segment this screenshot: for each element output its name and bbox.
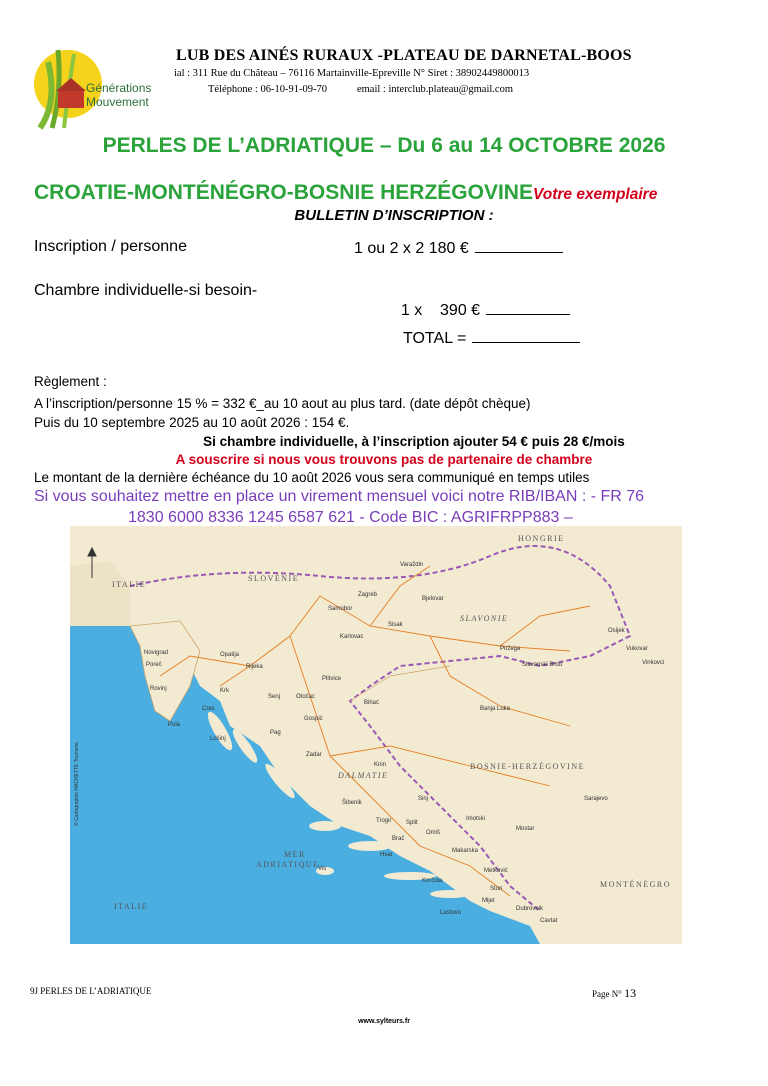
city-label: Bjelovar bbox=[422, 596, 444, 602]
footer-trip-label: 9J PERLES DE L’ADRIATIQUE bbox=[30, 986, 152, 996]
city-label: Otočac bbox=[296, 694, 316, 700]
organization-address: ial : 311 Rue du Château – 76116 Martainville-Epreville N° Siret : 38902449800013 bbox=[174, 68, 530, 79]
map-drawing bbox=[70, 526, 682, 944]
inscription-label: Inscription / personne bbox=[34, 238, 187, 255]
page-number-value: 13 bbox=[624, 986, 637, 1000]
city-label: Sarajevo bbox=[584, 796, 608, 802]
city-label: Slavonski Brod bbox=[522, 662, 563, 668]
city-label: Mostar bbox=[516, 826, 535, 832]
footer-url: www.sylteurs.fr bbox=[358, 1018, 410, 1025]
city-label: Metković bbox=[484, 868, 508, 874]
label-hongrie: HONGRIE bbox=[518, 534, 565, 543]
label-montenegro: MONTÉNÉGRO bbox=[600, 880, 671, 889]
label-dalmatie: DALMATIE bbox=[338, 771, 389, 780]
total-label: TOTAL = bbox=[403, 330, 467, 347]
city-label: Požega bbox=[500, 646, 521, 652]
organization-title: LUB DES AINÉS RURAUX -PLATEAU DE DARNETAL-BOOS bbox=[176, 47, 632, 64]
copy-label: Votre exemplaire bbox=[532, 186, 658, 203]
single-room-row bbox=[392, 282, 570, 320]
label-bosnie: BOSNIE-HERZÉGOVINE bbox=[470, 762, 585, 771]
rib-line-1: Si vous souhaitez mettre en place un virement mensuel voici notre RIB/IBAN : - FR 76 bbox=[34, 488, 645, 505]
email-address: email : interclub.plateau@gmail.com bbox=[356, 84, 514, 95]
page-number bbox=[592, 986, 636, 1001]
inscription-value: 1 ou 2 x 2 180 € bbox=[354, 240, 469, 257]
single-room-amount-field[interactable] bbox=[486, 300, 570, 315]
label-mer: MER bbox=[284, 850, 306, 859]
city-label: Rovinj bbox=[150, 686, 167, 692]
city-label: Varaždin bbox=[400, 562, 424, 568]
total-row bbox=[403, 328, 580, 348]
city-label: Cres bbox=[202, 706, 215, 712]
label-italie-bottom: ITALIE bbox=[114, 902, 149, 911]
city-label: Pag bbox=[270, 730, 281, 736]
city-label: Samobor bbox=[328, 606, 353, 612]
label-slavonie: SLAVONIE bbox=[460, 614, 509, 623]
page-label: Page N° bbox=[592, 989, 622, 999]
city-label: Brač bbox=[392, 836, 405, 842]
city-label: Sinj bbox=[418, 796, 429, 802]
city-label: Poreč bbox=[146, 662, 162, 668]
logo-text-mouvement: Mouvement bbox=[86, 95, 149, 109]
rib-line-2: 1830 6000 8336 1245 6587 621 - Code BIC : AGRIFRPP883 – bbox=[128, 509, 573, 526]
city-label: Hvar bbox=[380, 852, 393, 858]
phone-number: Téléphone : 06-10-91-09-70 bbox=[208, 84, 327, 95]
payment-line-2: Puis du 10 septembre 2025 au 10 août 2026 : 154 €. bbox=[34, 415, 350, 430]
city-label: Senj bbox=[268, 694, 281, 700]
payment-heading: Règlement : bbox=[34, 374, 107, 389]
city-label: Ston bbox=[490, 886, 503, 892]
city-label: Plitvice bbox=[322, 676, 342, 682]
city-label: Krk bbox=[220, 688, 229, 694]
city-label: Lastovo bbox=[440, 910, 462, 916]
city-label: Rijeka bbox=[246, 664, 263, 670]
city-label: Osijek bbox=[608, 628, 625, 634]
logo-text-generations: Générations bbox=[86, 81, 152, 95]
map-credit: © Cartographie HACHETTE Tourisme bbox=[74, 742, 80, 826]
city-label: Šibenik bbox=[342, 800, 362, 806]
payment-line-4: A souscrire si nous vous trouvons pas de partenaire de chambre bbox=[175, 452, 593, 467]
payment-line-1: A l’inscription/personne 15 % = 332 €_au 10 aout au plus tard. (date dépôt chèque) bbox=[34, 396, 531, 411]
city-label: Pula bbox=[168, 722, 181, 728]
city-label: Opatija bbox=[220, 652, 240, 658]
organization-logo bbox=[28, 42, 178, 130]
inscription-amount-field[interactable] bbox=[475, 238, 563, 253]
city-label: Zadar bbox=[306, 752, 322, 758]
city-label: Zagreb bbox=[358, 592, 378, 598]
city-label: Bihać bbox=[364, 700, 380, 706]
croatia-map bbox=[70, 526, 682, 944]
payment-line-3: Si chambre individuelle, à l’inscription ajouter 54 € puis 28 €/mois bbox=[203, 434, 625, 449]
destinations-text: CROATIE-MONTÉNÉGRO-BOSNIE HERZÉGOVINE bbox=[34, 181, 533, 204]
bulletin-title: BULLETIN D’INSCRIPTION : bbox=[294, 207, 494, 224]
city-label: Lošinj bbox=[210, 736, 226, 742]
city-label: Dubrovnik bbox=[516, 906, 544, 912]
total-amount-field[interactable] bbox=[472, 328, 580, 343]
city-label: Imotski bbox=[466, 816, 486, 822]
city-label: Karlovac bbox=[340, 634, 364, 640]
city-label: Vinkovci bbox=[642, 660, 665, 666]
trip-destinations bbox=[34, 181, 657, 205]
city-label: Mljet bbox=[482, 898, 495, 904]
city-label: Novigrad bbox=[144, 650, 169, 656]
inscription-row bbox=[354, 238, 563, 258]
city-label: Korčula bbox=[422, 878, 443, 884]
city-label: Gospić bbox=[304, 716, 323, 722]
organization-contact bbox=[208, 84, 513, 95]
city-label: Split bbox=[406, 820, 418, 826]
city-label: Vukovar bbox=[626, 646, 648, 652]
city-label: Vis bbox=[318, 866, 327, 872]
single-room-value: 1 x 390 € bbox=[400, 302, 481, 319]
city-label: Knin bbox=[374, 762, 387, 768]
label-slovenie: SLOVÉNIE bbox=[248, 574, 300, 583]
city-label: Sisak bbox=[388, 622, 403, 628]
city-label: Makarska bbox=[452, 848, 479, 854]
city-label: Trogir bbox=[376, 818, 392, 824]
city-label: Cavtat bbox=[540, 918, 558, 924]
single-room-label: Chambre individuelle-si besoin- bbox=[34, 282, 258, 299]
trip-title: PERLES DE L’ADRIATIQUE – Du 6 au 14 OCTOBRE 2026 bbox=[102, 134, 666, 157]
city-label: Omiš bbox=[426, 830, 440, 836]
label-italie-top: ITALIE bbox=[112, 580, 147, 589]
payment-line-5: Le montant de la dernière échéance du 10 août 2026 vous sera communiqué en temps utiles bbox=[34, 470, 590, 485]
label-adriatique: ADRIATIQUE bbox=[256, 860, 320, 869]
city-label: Banja Luka bbox=[480, 706, 511, 712]
